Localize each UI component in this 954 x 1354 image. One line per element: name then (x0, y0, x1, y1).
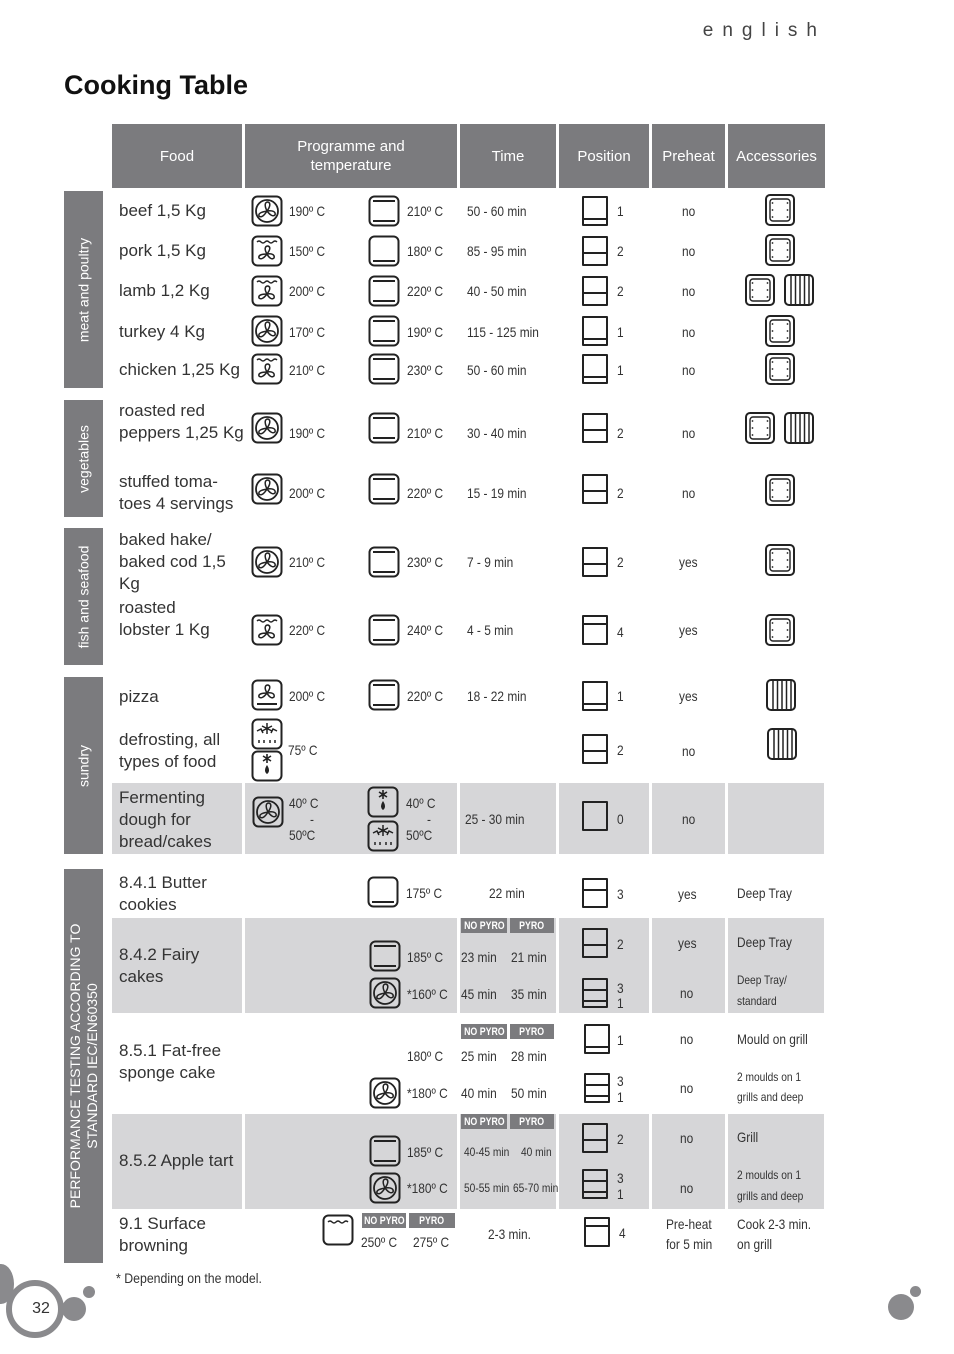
conventional-icon (368, 315, 400, 347)
divider (725, 918, 728, 1013)
preheat: no (682, 425, 696, 441)
page-title: Cooking Table (64, 70, 249, 100)
defrost-icon (251, 750, 283, 782)
position: 2 (617, 425, 624, 441)
temp-fan-max: 50ºC (289, 827, 316, 843)
food-fairy-cakes: 8.4.2 Fairy cakes (119, 945, 200, 986)
temp-defrost-max: 50ºC (406, 827, 433, 843)
time: 18 - 22 min (467, 688, 527, 704)
divider (649, 918, 652, 1013)
shelf-position-icon (582, 1072, 612, 1104)
position: 1 (617, 688, 624, 704)
temp: 180º C (407, 1048, 444, 1064)
fan-icon (369, 1077, 401, 1109)
group-label: vegetables (75, 424, 91, 493)
fan-icon (369, 1172, 401, 1204)
temp-fan: 220º C (289, 622, 326, 638)
footnote: * Depending on the model. (116, 1270, 262, 1286)
pyro-label: PYRO (419, 1214, 445, 1227)
preheat: yes (678, 935, 697, 951)
fan-icon (251, 412, 283, 444)
fan-bottom-icon (251, 679, 283, 711)
time-pyro: 28 min (511, 1048, 547, 1064)
position: 1 (617, 324, 624, 340)
food-turkey: turkey 4 Kg (119, 322, 205, 341)
food-lamb: lamb 1,2 Kg (119, 281, 210, 300)
fan-icon (252, 796, 284, 828)
conventional-icon (368, 546, 400, 578)
time: 7 - 9 min (467, 554, 514, 570)
preheat: no (682, 811, 696, 827)
preheat: for 5 min (666, 1236, 713, 1252)
position: 2 (617, 554, 624, 570)
col-header-accessories: Accessories (728, 124, 825, 188)
time: 40 - 50 min (467, 283, 527, 299)
time: 15 - 19 min (467, 485, 527, 501)
pyro-tag (510, 1024, 554, 1039)
temp-conventional: 180º C (407, 243, 444, 259)
conventional-icon (369, 1135, 401, 1167)
temp-conventional: 210º C (407, 203, 444, 219)
group-label: fish and seafood (75, 545, 91, 648)
divider (725, 1114, 728, 1209)
fan-icon (251, 473, 283, 505)
accessory: Deep Tray (737, 934, 792, 950)
temp: 175º C (406, 885, 443, 901)
food-tomatoes: stuffed toma-toes 4 servings (119, 472, 234, 513)
temp-fan: 150º C (289, 243, 326, 259)
pyro-label: PYRO (519, 1115, 545, 1128)
time-nopyro: 50-55 min (464, 1181, 510, 1195)
divider (649, 1114, 652, 1209)
time: 85 - 95 min (467, 243, 527, 259)
position: 2 (617, 243, 624, 259)
preheat: yes (679, 554, 698, 570)
shelf-position-icon (580, 412, 610, 444)
position: 2 (617, 283, 624, 299)
accessory: 2 moulds on 1 (737, 1168, 802, 1182)
grill-rack-icon (783, 411, 815, 445)
preheat: yes (679, 688, 698, 704)
col-header-position: Position (559, 124, 649, 188)
position: 1 (617, 995, 624, 1011)
defrost-fan-icon (367, 820, 399, 852)
time-pyro: 65-70 min (513, 1181, 559, 1195)
position: 2 (617, 1131, 624, 1147)
fan-grill-icon (251, 353, 283, 385)
divider (457, 918, 460, 1013)
col-header-food: Food (112, 124, 242, 188)
conventional-icon (368, 679, 400, 711)
accessory: Grill (737, 1129, 759, 1145)
preheat: Pre-heat (666, 1216, 712, 1232)
time: 2-3 min. (488, 1226, 531, 1242)
accessory: Deep Tray (737, 885, 792, 901)
food-sponge-cake: 8.5.1 Fat-free sponge cake (119, 1041, 222, 1082)
time-nopyro: 40 min (461, 1085, 497, 1101)
nopyro-label: NO PYRO (463, 1025, 505, 1038)
food-ferment: Fermenting dough for bread/cakes (119, 788, 212, 851)
col-header-preheat: Preheat (652, 124, 725, 188)
col-header-time: Time (460, 124, 556, 188)
temp-defrost: 75º C (288, 742, 318, 758)
shelf-position-icon (582, 1216, 612, 1248)
bottom-heat-icon (368, 235, 400, 267)
tray-icon (764, 233, 796, 267)
shelf-position-icon (580, 195, 610, 227)
temp-fan: 190º C (289, 425, 326, 441)
temp-conventional: 185º C (407, 1144, 444, 1160)
position: 1 (617, 203, 624, 219)
shelf-position-icon (580, 1122, 610, 1154)
pyro-tag (409, 1213, 455, 1228)
tray-icon (764, 314, 796, 348)
shelf-position-icon (580, 977, 610, 1009)
position: 3 (617, 1073, 624, 1089)
preheat: no (682, 485, 696, 501)
group-vegetables (64, 400, 103, 517)
divider (725, 783, 728, 854)
temp-fan: 190º C (289, 203, 326, 219)
conventional-icon (369, 940, 401, 972)
time-nopyro: 25 min (461, 1048, 497, 1064)
temp-conventional: 210º C (407, 425, 444, 441)
col-header-programme: Programme and temperature (245, 124, 457, 188)
grill-icon (322, 1214, 354, 1246)
preheat: no (682, 362, 696, 378)
accessory: Cook 2-3 min. (737, 1216, 812, 1232)
divider (242, 918, 245, 1013)
preheat: yes (678, 886, 697, 902)
decor-dot (83, 1286, 95, 1298)
position: 1 (617, 1032, 624, 1048)
temp-separator: - (427, 811, 431, 827)
divider (556, 783, 559, 854)
temp-separator: - (310, 811, 314, 827)
temp-fan: *160º C (407, 986, 448, 1002)
shelf-position-icon (580, 680, 610, 712)
food-pork: pork 1,5 Kg (119, 241, 206, 260)
fan-icon (369, 977, 401, 1009)
divider (457, 1114, 460, 1209)
temp-fan: 210º C (289, 362, 326, 378)
group-label: sundry (75, 744, 91, 787)
divider (457, 783, 460, 854)
preheat: no (680, 1031, 694, 1047)
grill-rack-icon (765, 678, 797, 712)
temp-fan: 200º C (289, 283, 326, 299)
position: 1 (617, 362, 624, 378)
temp-conventional: 230º C (407, 362, 444, 378)
preheat: no (680, 1080, 694, 1096)
preheat: no (680, 1130, 694, 1146)
time-pyro: 50 min (511, 1085, 547, 1101)
temp-conventional: 220º C (407, 688, 444, 704)
nopyro-tag (362, 1213, 406, 1228)
group-label: PERFORMANCE TESTING ACCORDING TO STANDARD IEC/EN60350 (66, 923, 100, 1209)
food-hake: baked hake/ baked cod 1,5 Kg (119, 530, 226, 593)
food-butter-cookies: 8.4.1 Butter cookies (119, 873, 207, 914)
group-label: meat and poultry (75, 237, 91, 342)
tray-icon (764, 193, 796, 227)
preheat: no (680, 985, 694, 1001)
shelf-position-icon (580, 546, 610, 578)
position: 2 (617, 936, 624, 952)
position: 4 (617, 624, 624, 640)
time: 50 - 60 min (467, 203, 527, 219)
preheat: no (682, 324, 696, 340)
preheat: no (682, 743, 696, 759)
conventional-icon (368, 275, 400, 307)
nopyro-label: NO PYRO (363, 1214, 405, 1227)
food-chicken: chicken 1,25 Kg (119, 360, 240, 379)
accessory: Deep Tray/ (737, 973, 787, 987)
shelf-position-icon (580, 614, 610, 646)
shelf-position-icon (580, 800, 610, 832)
conventional-icon (368, 353, 400, 385)
accessory: on grill (737, 1236, 773, 1252)
temp-fan: 210º C (289, 554, 326, 570)
temp-conventional: 220º C (407, 283, 444, 299)
shelf-position-icon (582, 1023, 612, 1055)
preheat: no (682, 243, 696, 259)
position: 0 (617, 811, 624, 827)
fan-grill-icon (251, 235, 283, 267)
bottom-heat-icon (367, 876, 399, 908)
temp-fan: *180º C (407, 1180, 448, 1196)
time: 22 min (489, 885, 525, 901)
defrost-icon (367, 786, 399, 818)
divider (242, 1114, 245, 1209)
group-fish (64, 528, 103, 665)
food-beef: beef 1,5 Kg (119, 201, 206, 220)
time: 25 - 30 min (465, 811, 525, 827)
temp-conventional: 185º C (407, 949, 444, 965)
shelf-position-icon (580, 877, 610, 909)
fan-grill-icon (251, 614, 283, 646)
time-nopyro: 23 min (461, 949, 497, 965)
temp-fan: 200º C (289, 688, 326, 704)
temp-conventional: 240º C (407, 622, 444, 638)
conventional-icon (368, 195, 400, 227)
food-apple-tart: 8.5.2 Apple tart (119, 1151, 234, 1170)
accessory: Mould on grill (737, 1031, 808, 1047)
group-sundry (64, 677, 103, 854)
nopyro-label: NO PYRO (463, 919, 505, 932)
shelf-position-icon (580, 275, 610, 307)
food-lobster: roasted lobster 1 Kg (119, 598, 210, 639)
shelf-position-icon (580, 473, 610, 505)
preheat: no (682, 283, 696, 299)
accessory: standard (737, 994, 777, 1008)
food-surface-browning: 9.1 Surface browning (119, 1214, 206, 1255)
language-label: english (702, 20, 826, 41)
conventional-icon (368, 614, 400, 646)
temp-conventional: 230º C (407, 554, 444, 570)
nopyro-tag (461, 918, 507, 933)
temp-nopyro: 250º C (361, 1234, 398, 1250)
group-meat (64, 191, 103, 388)
defrost-fan-icon (251, 718, 283, 750)
nopyro-label: NO PYRO (463, 1115, 505, 1128)
temp-fan: 170º C (289, 324, 326, 340)
decor-dot (888, 1294, 914, 1320)
position: 1 (617, 1186, 624, 1202)
accessory: grills and deep (737, 1189, 804, 1203)
grill-rack-icon (766, 727, 798, 761)
preheat: no (680, 1180, 694, 1196)
time-pyro: 40 min (521, 1145, 552, 1159)
shelf-position-icon (580, 733, 610, 765)
position: 3 (617, 980, 624, 996)
decor-dot (910, 1286, 921, 1297)
time-nopyro: 40-45 min (464, 1145, 510, 1159)
preheat: yes (679, 622, 698, 638)
accessory: 2 moulds on 1 (737, 1070, 802, 1084)
shelf-position-icon (580, 927, 610, 959)
time: 115 - 125 min (467, 324, 539, 340)
tray-icon (744, 273, 776, 307)
time: 50 - 60 min (467, 362, 527, 378)
grill-rack-icon (783, 273, 815, 307)
accessory: grills and deep (737, 1090, 804, 1104)
position: 3 (617, 1170, 624, 1186)
group-performance (64, 869, 103, 1263)
position: 2 (617, 742, 624, 758)
time: 4 - 5 min (467, 622, 514, 638)
time-nopyro: 45 min (461, 986, 497, 1002)
fan-grill-icon (251, 275, 283, 307)
nopyro-tag (461, 1114, 507, 1129)
food-defrost: defrosting, all types of food (119, 730, 221, 771)
shelf-position-icon (580, 315, 610, 347)
tray-icon (764, 473, 796, 507)
pyro-tag (510, 918, 554, 933)
shelf-position-icon (580, 1168, 610, 1200)
tray-icon (764, 352, 796, 386)
temp-defrost-min: 40º C (406, 795, 436, 811)
page-number: 32 (32, 1300, 50, 1317)
tray-icon (764, 543, 796, 577)
fan-icon (251, 195, 283, 227)
temp-conventional: 220º C (407, 485, 444, 501)
divider (556, 918, 559, 1013)
conventional-icon (368, 412, 400, 444)
position: 1 (617, 1089, 624, 1105)
temp-pyro: 275º C (413, 1234, 450, 1250)
tray-icon (764, 613, 796, 647)
temp-fan: 200º C (289, 485, 326, 501)
time-pyro: 35 min (511, 986, 547, 1002)
pyro-tag (510, 1114, 554, 1129)
position: 2 (617, 485, 624, 501)
tray-icon (744, 411, 776, 445)
position: 4 (619, 1225, 626, 1241)
temp-fan: *180º C (407, 1085, 448, 1101)
fan-icon (251, 315, 283, 347)
temp-conventional: 190º C (407, 324, 444, 340)
food-peppers: roasted red peppers 1,25 Kg (119, 401, 244, 442)
time-pyro: 21 min (511, 949, 547, 965)
food-pizza: pizza (119, 687, 159, 706)
conventional-icon (368, 473, 400, 505)
position: 3 (617, 886, 624, 902)
shelf-position-icon (580, 235, 610, 267)
shelf-position-icon (580, 353, 610, 385)
pyro-label: PYRO (519, 1025, 545, 1038)
preheat: no (682, 203, 696, 219)
temp-fan-min: 40º C (289, 795, 319, 811)
divider (649, 783, 652, 854)
fan-icon (251, 546, 283, 578)
nopyro-tag (461, 1024, 507, 1039)
pyro-label: PYRO (519, 919, 545, 932)
time: 30 - 40 min (467, 425, 527, 441)
